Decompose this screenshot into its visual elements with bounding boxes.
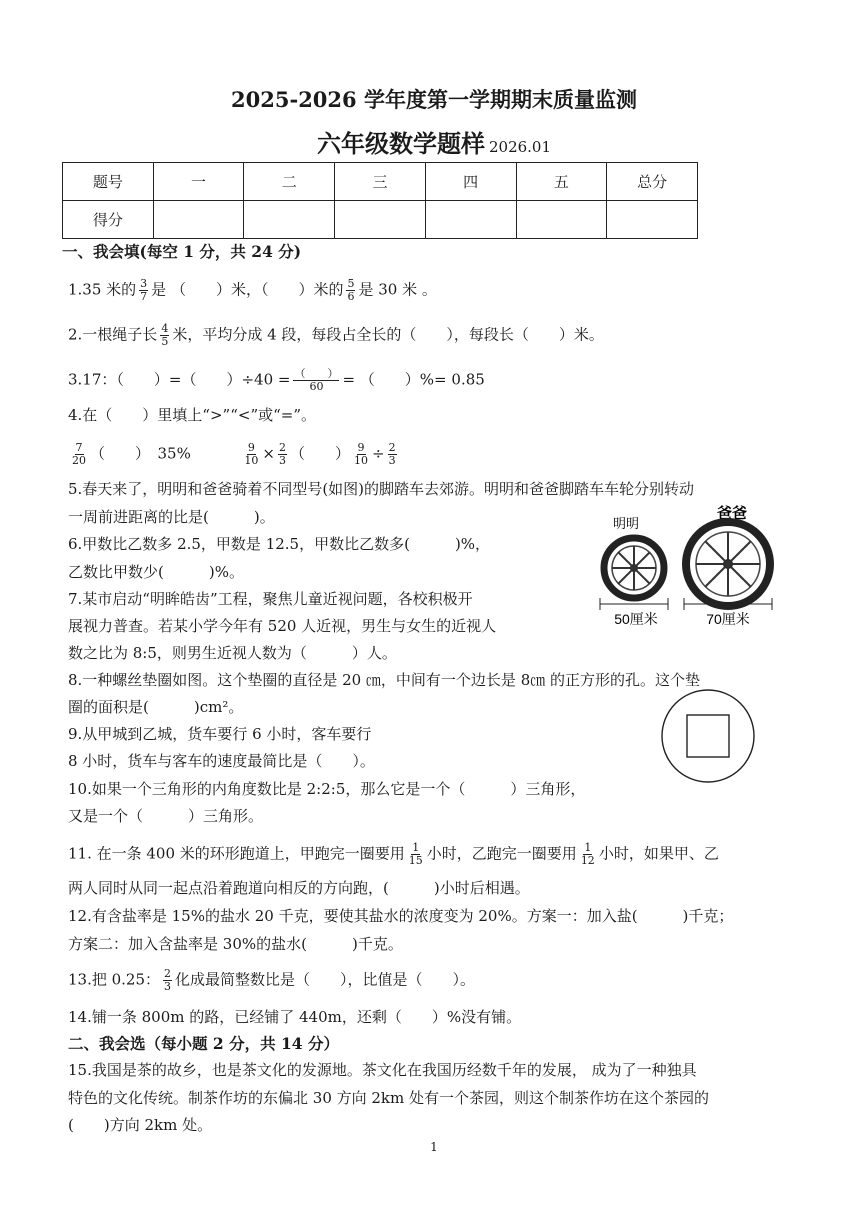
numerator: 2 — [388, 441, 396, 454]
fraction — [243, 442, 259, 467]
score-cell[interactable] — [244, 201, 335, 239]
score-table — [62, 162, 698, 239]
question-15-line1: 15.我国是茶的故乡，也是茶文化的发源地。茶文化在我国历经数千年的发展， 成为了一种独具 — [68, 1061, 697, 1079]
q3-text-a: 3.17：（ ）=（ ）÷40 = — [68, 370, 291, 389]
numerator: 7 — [75, 441, 83, 454]
question-11-line1 — [68, 842, 719, 867]
denominator: 60 — [309, 380, 324, 393]
denominator: 6 — [347, 290, 355, 303]
q3-text-b: = （ ）%= 0.85 — [342, 370, 485, 389]
numerator: （ ） — [294, 367, 339, 380]
numerator: 9 — [357, 441, 365, 454]
question-4-stem: 4.在（ ）里填上“>”“<”或“=”。 — [68, 406, 317, 424]
q11-text-c: 小时，如果甲、乙 — [598, 844, 719, 863]
question-5-line2: 一周前进距离的比是( )。 — [68, 508, 275, 526]
score-cell[interactable] — [425, 201, 516, 239]
q2-text-a: 2.一根绳子长 — [68, 325, 158, 344]
denominator: 5 — [161, 335, 169, 348]
section-1-heading: 一、我会填(每空 1 分，共 24 分) — [62, 242, 302, 261]
question-14: 14.铺一条 800m 的路，已经铺了 440m，还剩（ ）%没有铺。 — [68, 1008, 522, 1026]
table-cell: 四 — [425, 163, 516, 201]
question-12-line1: 12.有含盐率是 15%的盐水 20 千克，要使其盐水的浓度变为 20%。方案一：加入盐( )千克； — [68, 907, 734, 925]
numerator: 2 — [164, 967, 172, 980]
q1-text-a: 1.35 米的 — [68, 280, 137, 299]
subtitle-text: 六年级数学题样 — [316, 129, 485, 158]
numerator: 1 — [584, 841, 592, 854]
numerator: 3 — [140, 277, 148, 290]
denominator: 10 — [354, 454, 368, 467]
table-cell: 三 — [335, 163, 426, 201]
fraction — [71, 442, 87, 467]
q1-text-b: 是 （ ）米，（ ）米的 — [151, 280, 344, 299]
question-10-line1: 10.如果一个三角形的内角度数比是 2:2:5，那么它是一个（ ）三角形， — [68, 780, 586, 798]
question-3 — [68, 368, 485, 393]
denominator: 15 — [408, 854, 423, 867]
question-15-line3: ( )方向 2km 处。 — [68, 1116, 213, 1134]
section-2-heading: 二、我会选（每小题 2 分，共 14 分） — [68, 1034, 339, 1053]
small-wheel-icon — [604, 538, 664, 598]
fraction — [163, 968, 172, 993]
question-9-line2: 8 小时，货车与客车的速度最简比是（ ）。 — [68, 752, 375, 770]
numerator: 4 — [161, 322, 169, 335]
question-5-line1: 5.春天来了，明明和爸爸骑着不同型号(如图)的脚踏车去郊游。明明和爸爸脚踏车车轮分别转动 — [68, 480, 695, 498]
q11-text-b: 小时，乙跑完一圈要用 — [426, 844, 577, 863]
question-7-line1: 7.某市启动“明眸皓齿”工程，聚焦儿童近视问题，各校积极开 — [68, 590, 473, 608]
table-cell: 五 — [516, 163, 607, 201]
question-6-line2: 乙数比甲数少( )%。 — [68, 563, 244, 581]
question-12-line2: 方案二：加入含盐率是 30%的盐水( )千克。 — [68, 935, 403, 953]
score-cell[interactable] — [335, 201, 426, 239]
q2-text-b: 米，平均分成 4 段，每段占全长的（ ），每段长（ ）米。 — [172, 325, 604, 344]
question-9-line1: 9.从甲城到乙城，货车要行 6 小时，客车要行 — [68, 725, 372, 743]
question-1 — [68, 278, 437, 303]
fraction — [139, 278, 148, 303]
fraction — [278, 442, 287, 467]
question-7-line3: 数之比为 8:5，则男生近视人数为（ ）人。 — [68, 644, 397, 662]
numerator: 5 — [347, 277, 355, 290]
table-cell: 总分 — [607, 163, 698, 201]
question-13 — [68, 968, 475, 993]
question-4-expressions — [68, 442, 400, 467]
fraction — [293, 368, 339, 393]
divide-sign: ÷ — [372, 444, 385, 463]
question-6-line1: 6.甲数比乙数多 2.5，甲数是 12.5，甲数比乙数多( )%， — [68, 535, 491, 553]
denominator: 12 — [580, 854, 595, 867]
numerator: 9 — [247, 441, 255, 454]
denominator: 7 — [140, 290, 148, 303]
denominator: 20 — [72, 454, 86, 467]
fraction — [408, 842, 424, 867]
multiply-sign: × — [262, 444, 275, 463]
q1-text-c: 是 30 米 。 — [358, 280, 437, 299]
large-wheel-label: 爸爸 — [716, 505, 748, 522]
fraction — [346, 278, 355, 303]
question-7-line2: 展视力普查。若某小学今年有 520 人近视，男生与女生的近视人 — [68, 617, 497, 635]
score-table-header-row — [63, 163, 698, 201]
fraction — [353, 442, 369, 467]
q11-text-a: 11. 在一条 400 米的环形跑道上，甲跑完一圈要用 — [68, 844, 405, 863]
exam-subtitle — [0, 124, 868, 159]
score-cell[interactable] — [153, 201, 244, 239]
small-wheel-diameter: 50厘米 — [614, 611, 658, 627]
fraction — [160, 323, 169, 348]
large-wheel-diameter: 70厘米 — [706, 611, 750, 627]
question-8-line2: 圈的面积是( )cm²。 — [68, 698, 244, 716]
fraction — [580, 842, 596, 867]
q13-text-b: 化成最简整数比是（ ），比值是（ ）。 — [175, 970, 476, 989]
question-11-line2: 两人同时从同一起点沿着跑道向相反的方向跑，( )小时后相遇。 — [68, 879, 530, 897]
q4-expr1-text: （ ） 35% — [90, 444, 191, 463]
numerator: 1 — [412, 841, 420, 854]
table-cell: 得分 — [63, 201, 154, 239]
washer-figure — [660, 688, 756, 784]
question-10-line2: 又是一个（ ）三角形。 — [68, 807, 264, 825]
denominator: 3 — [164, 980, 172, 993]
score-cell[interactable] — [607, 201, 698, 239]
numerator: 2 — [278, 441, 286, 454]
score-table-score-row — [63, 201, 698, 239]
score-cell[interactable] — [516, 201, 607, 239]
denominator: 3 — [278, 454, 286, 467]
bicycle-wheels-figure — [596, 498, 792, 633]
large-wheel-icon — [686, 522, 770, 606]
question-15-line2: 特色的文化传统。制茶作坊的东偏北 30 方向 2km 处有一个茶园，则这个制茶作坊在这个茶园的 — [68, 1089, 710, 1107]
page-number: 1 — [430, 1140, 438, 1154]
question-2 — [68, 323, 604, 348]
table-cell: 一 — [153, 163, 244, 201]
washer-square-hole — [687, 715, 729, 757]
denominator: 10 — [244, 454, 259, 467]
q4-blank: （ ） — [289, 444, 350, 463]
small-wheel-label: 明明 — [612, 516, 640, 531]
fraction — [388, 442, 397, 467]
denominator: 3 — [388, 454, 396, 467]
exam-title: 2025-2026 学年度第一学期期末质量监测 — [231, 87, 637, 112]
table-cell: 二 — [244, 163, 335, 201]
q13-text-a: 13.把 0.25： — [68, 970, 161, 989]
question-8-line1: 8.一种螺丝垫圈如图。这个垫圈的直径是 20 ㎝，中间有一个边长是 8㎝ 的正方形的孔。这个垫 — [68, 671, 701, 689]
table-cell: 题号 — [63, 163, 154, 201]
exam-date: 2026.01 — [488, 138, 552, 156]
